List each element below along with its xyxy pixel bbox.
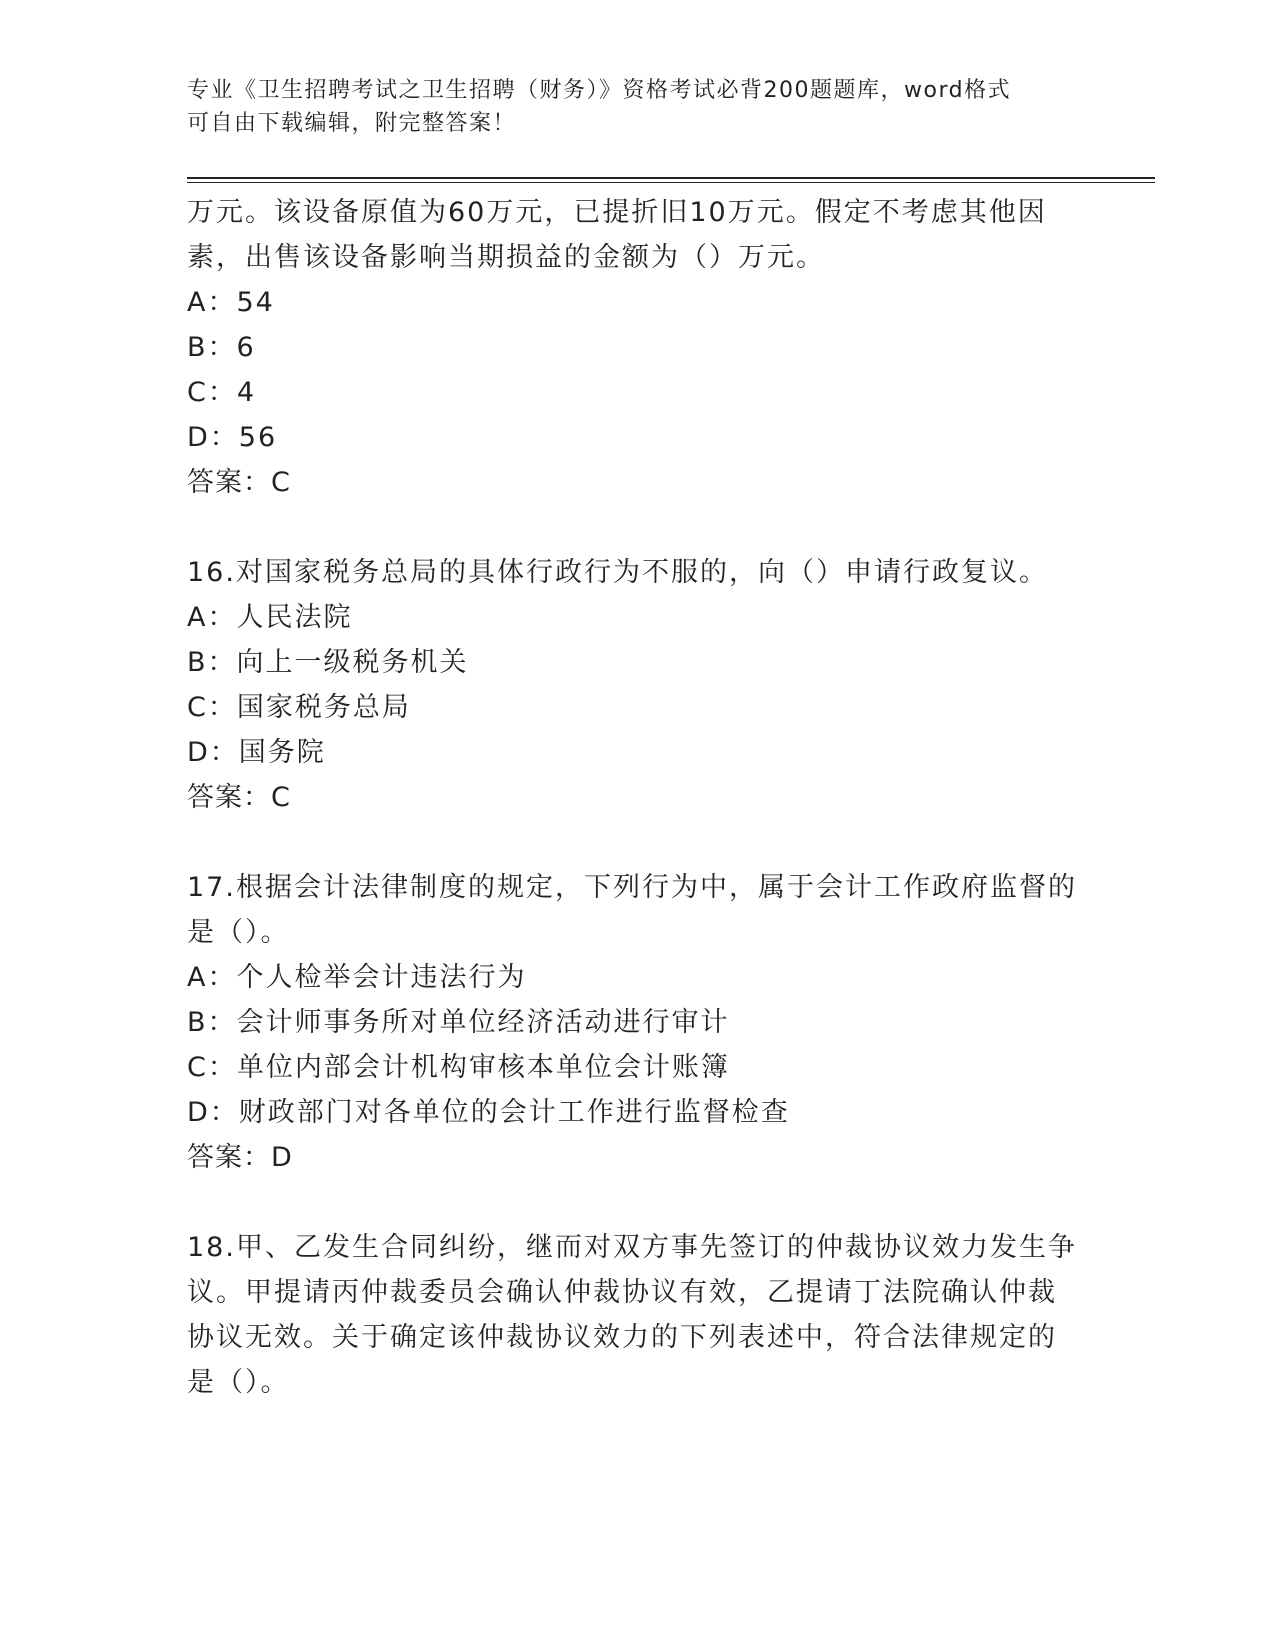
question-spacer bbox=[187, 820, 1087, 865]
question-stem: 素，出售该设备影响当期损益的金额为（）万元。 bbox=[187, 242, 825, 273]
question-stem: 18.甲、乙发生合同纠纷，继而对双方事先签订的仲裁协议效力发生争 bbox=[187, 1232, 1077, 1263]
option-b: B：6 bbox=[187, 332, 256, 363]
question-spacer bbox=[187, 505, 1087, 550]
option-c: C：国家税务总局 bbox=[187, 692, 411, 723]
question-stem: 议。甲提请丙仲裁委员会确认仲裁协议有效，乙提请丁法院确认仲裁 bbox=[187, 1277, 1057, 1308]
question-16 bbox=[187, 550, 1087, 820]
question-stem: 协议无效。关于确定该仲裁协议效力的下列表述中，符合法律规定的 bbox=[187, 1322, 1057, 1353]
option-a: A：人民法院 bbox=[187, 602, 353, 633]
question-spacer bbox=[187, 1180, 1087, 1225]
option-d: D：国务院 bbox=[187, 737, 326, 768]
question-stem: 是（）。 bbox=[187, 917, 290, 948]
answer-line: 答案：D bbox=[187, 1142, 293, 1173]
option-a: A：个人检举会计违法行为 bbox=[187, 962, 527, 993]
question-stem: 17.根据会计法律制度的规定，下列行为中，属于会计工作政府监督的 bbox=[187, 872, 1077, 903]
question-18 bbox=[187, 1225, 1087, 1405]
header-title-line-1: 专业《卫生招聘考试之卫生招聘（财务）》资格考试必背200题题库，word格式 bbox=[187, 78, 1012, 103]
question-stem: 是（）。 bbox=[187, 1367, 290, 1398]
question-15 bbox=[187, 190, 1087, 505]
answer-line: 答案：C bbox=[187, 782, 291, 813]
header-rule-thick bbox=[187, 177, 1155, 179]
answer-line: 答案：C bbox=[187, 467, 291, 498]
question-stem: 16.对国家税务总局的具体行政行为不服的，向（）申请行政复议。 bbox=[187, 557, 1048, 588]
option-b: B：向上一级税务机关 bbox=[187, 647, 469, 678]
question-stem: 万元。该设备原值为60万元，已提折旧10万元。假定不考虑其他因 bbox=[187, 197, 1047, 228]
option-c: C：单位内部会计机构审核本单位会计账簿 bbox=[187, 1052, 730, 1083]
header-title-line-2: 可自由下载编辑，附完整答案！ bbox=[187, 111, 517, 136]
option-a: A：54 bbox=[187, 287, 275, 318]
option-d: D：财政部门对各单位的会计工作进行监督检查 bbox=[187, 1097, 790, 1128]
option-b: B：会计师事务所对单位经济活动进行审计 bbox=[187, 1007, 730, 1038]
option-c: C：4 bbox=[187, 377, 257, 408]
document-header bbox=[187, 74, 1087, 140]
header-rule-thin bbox=[187, 182, 1155, 183]
question-17 bbox=[187, 865, 1087, 1180]
question-list bbox=[187, 190, 1087, 1405]
option-d: D：56 bbox=[187, 422, 278, 453]
